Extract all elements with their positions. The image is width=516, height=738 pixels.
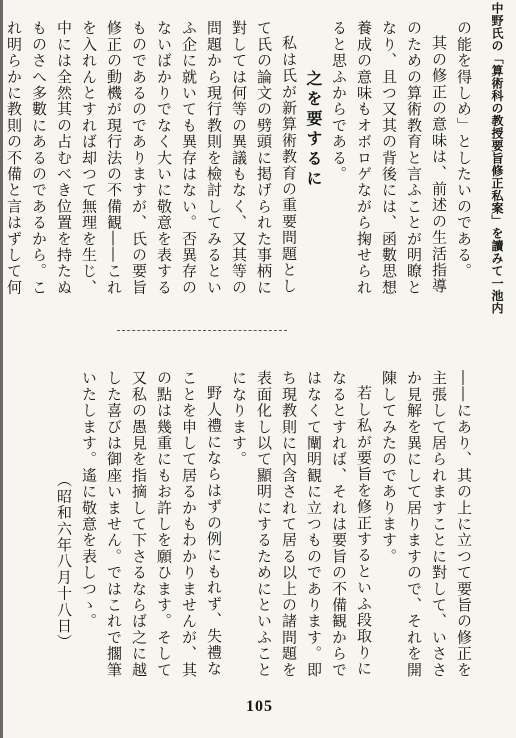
paragraph: 野人禮にならはずの例にもれず、失禮なことを申して居るかもわかりませんが、其の點は幾重にもお許しを願ひます。そして又私の愚見を指摘して下さるならば之に越した喜びは御座いません。ではこれで擱筆いたします。遙に敬意を表しつゝ。 bbox=[80, 370, 223, 678]
dotted-divider bbox=[117, 330, 287, 331]
paragraph: 私は氏が新算術教育の重要問題として氏の論文の劈頭に掲げられた事柄に對しては何等の異議もなく、又其等の問題から現行教則を檢討してみるといふ企に就いても異存はない。否異存のないばかりでなく大いに敬意を表するものであるのでありますが、氏の要旨修正の動機が現行法の不備観――これを入れんとすれば却つて無理を生じ、中には全然其の占むべき位置を持たぬものさへ多數にあるのであるから。これ明らかに教則の不備と言はずして何 bbox=[5, 20, 298, 296]
section-heading: 之を要するに bbox=[304, 70, 323, 190]
page-number: 105 bbox=[246, 698, 273, 715]
date-line: （昭和六年八月十八日） bbox=[55, 471, 73, 650]
paragraph: 其の修正の意味は、前述の生活指導のための算術教育と言ふことが明瞭となり、且つ又其の背後には、函數思想養成の意味もオボロゲながら掬せられると思ふからである。 bbox=[330, 20, 448, 296]
paragraph: の能を得しめ」としたいのである。 bbox=[455, 20, 473, 280]
paragraph: ――にあり、其の上に立つて要旨の修正を主張して居られますことに對して、いささか見解を異にして居りますので、それを開陳してみたのであります。 bbox=[380, 370, 473, 678]
running-head: 中野氏の「算術科の教授要旨修正私案」を讀みて一池内 bbox=[490, 2, 504, 315]
paragraph: 若し私が要旨を修正するといふ段取りになるとすれば、それは要旨の不備観からではなくて闡明観に立つものであります。即ち現教則に內含されて居る以上の諸問題を表面化し以て顯明にするためにといふことになります。 bbox=[230, 370, 373, 678]
text-block-lower bbox=[16, 370, 476, 680]
text-block-upper bbox=[5, 20, 476, 302]
